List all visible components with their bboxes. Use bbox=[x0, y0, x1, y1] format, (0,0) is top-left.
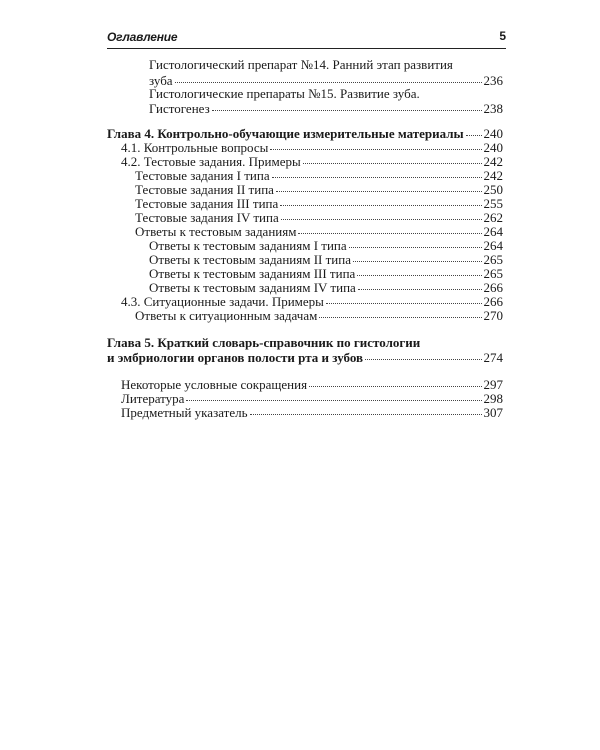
dot-leader bbox=[272, 166, 482, 178]
toc-page-number: 262 bbox=[483, 210, 503, 225]
dot-leader bbox=[349, 236, 482, 248]
dot-leader bbox=[298, 222, 481, 234]
toc-page-number: 238 bbox=[483, 101, 503, 116]
dot-leader bbox=[212, 99, 482, 111]
toc-page-number: 265 bbox=[483, 252, 503, 267]
dot-leader bbox=[319, 306, 481, 318]
toc-page-number: 298 bbox=[483, 391, 503, 406]
toc-chapter-5[interactable] bbox=[107, 350, 503, 364]
toc-entry-label: 4.1. Контрольные вопросы bbox=[121, 140, 269, 155]
toc-page-number: 265 bbox=[483, 266, 503, 281]
toc-page-number: 240 bbox=[483, 140, 503, 155]
dot-leader bbox=[358, 278, 482, 290]
toc-page-number: 307 bbox=[483, 405, 503, 420]
header-title: Оглавление bbox=[107, 30, 178, 44]
dot-leader bbox=[357, 264, 481, 276]
toc-page-number: 242 bbox=[483, 154, 503, 169]
toc-entry-prep15[interactable] bbox=[149, 101, 503, 115]
toc-page-number: 264 bbox=[483, 238, 503, 253]
toc-page-number: 236 bbox=[483, 73, 503, 88]
toc-chapter-title: Глава 4. Контрольно-обучающие измерительные материалы bbox=[107, 126, 464, 141]
dot-leader bbox=[276, 180, 482, 192]
toc-page-number: 240 bbox=[483, 126, 503, 141]
dot-leader bbox=[175, 71, 482, 83]
toc-page-number: 250 bbox=[483, 182, 503, 197]
dot-leader bbox=[466, 124, 482, 136]
toc-entry-label: Гистогенез bbox=[149, 101, 210, 116]
toc-entry-label: Предметный указатель bbox=[121, 405, 248, 420]
toc-entry-label: зуба bbox=[149, 73, 173, 88]
dot-leader bbox=[353, 250, 482, 262]
dot-leader bbox=[365, 348, 481, 360]
dot-leader bbox=[280, 194, 481, 206]
dot-leader bbox=[186, 389, 481, 401]
toc-entry-label: Ответы к ситуационным задачам bbox=[135, 308, 318, 323]
toc-entry-label: Ответы к тестовым заданиям III типа bbox=[149, 266, 356, 281]
toc-entry-label: Ответы к тестовым заданиям IV типа bbox=[149, 280, 356, 295]
toc-entry-label: Тестовые задания I типа bbox=[135, 168, 270, 183]
dot-leader bbox=[309, 375, 481, 387]
dot-leader bbox=[250, 403, 482, 415]
toc-entry-label: Некоторые условные сокращения bbox=[121, 377, 308, 392]
dot-leader bbox=[270, 138, 481, 150]
toc-entry-label: Ответы к тестовым заданиям bbox=[135, 224, 297, 239]
toc-entry-label: Литература bbox=[121, 391, 185, 406]
toc-chapter-5-line1: Глава 5. Краткий словарь-справочник по гистологии bbox=[107, 335, 421, 350]
toc-page-number: 270 bbox=[483, 308, 503, 323]
toc-entry-prep14-line1: Гистологический препарат №14. Ранний этап развития bbox=[149, 57, 453, 72]
toc-page-number: 255 bbox=[483, 196, 503, 211]
toc-entry-label: Тестовые задания III типа bbox=[135, 196, 279, 211]
toc-entry-label: 4.2. Тестовые задания. Примеры bbox=[121, 154, 301, 169]
toc-entry-label: Тестовые задания IV типа bbox=[135, 210, 279, 225]
toc-entry-label: Тестовые задания II типа bbox=[135, 182, 274, 197]
toc-entry-prep14[interactable] bbox=[149, 73, 503, 87]
toc-entry-label: Ответы к тестовым заданиям II типа bbox=[149, 252, 351, 267]
toc-page-number: 266 bbox=[483, 294, 503, 309]
toc-entry-prep15-line1: Гистологические препараты №15. Развитие зуба. bbox=[149, 86, 420, 101]
toc-page-number: 264 bbox=[483, 224, 503, 239]
dot-leader bbox=[326, 292, 482, 304]
toc-page-number: 266 bbox=[483, 280, 503, 295]
toc-page-number: 274 bbox=[483, 350, 503, 365]
toc-subject-index[interactable] bbox=[121, 405, 503, 419]
toc-entry-label: Ответы к тестовым заданиям I типа bbox=[149, 238, 347, 253]
toc-page-number: 242 bbox=[483, 168, 503, 183]
header-page-number: 5 bbox=[499, 29, 506, 43]
toc-entry-label: 4.3. Ситуационные задачи. Примеры bbox=[121, 294, 324, 309]
toc-situational-answers[interactable] bbox=[135, 308, 503, 322]
dot-leader bbox=[303, 152, 482, 164]
toc-chapter-title: и эмбриологии органов полости рта и зубов bbox=[107, 350, 364, 365]
toc-page-number: 297 bbox=[483, 377, 503, 392]
dot-leader bbox=[281, 208, 482, 220]
